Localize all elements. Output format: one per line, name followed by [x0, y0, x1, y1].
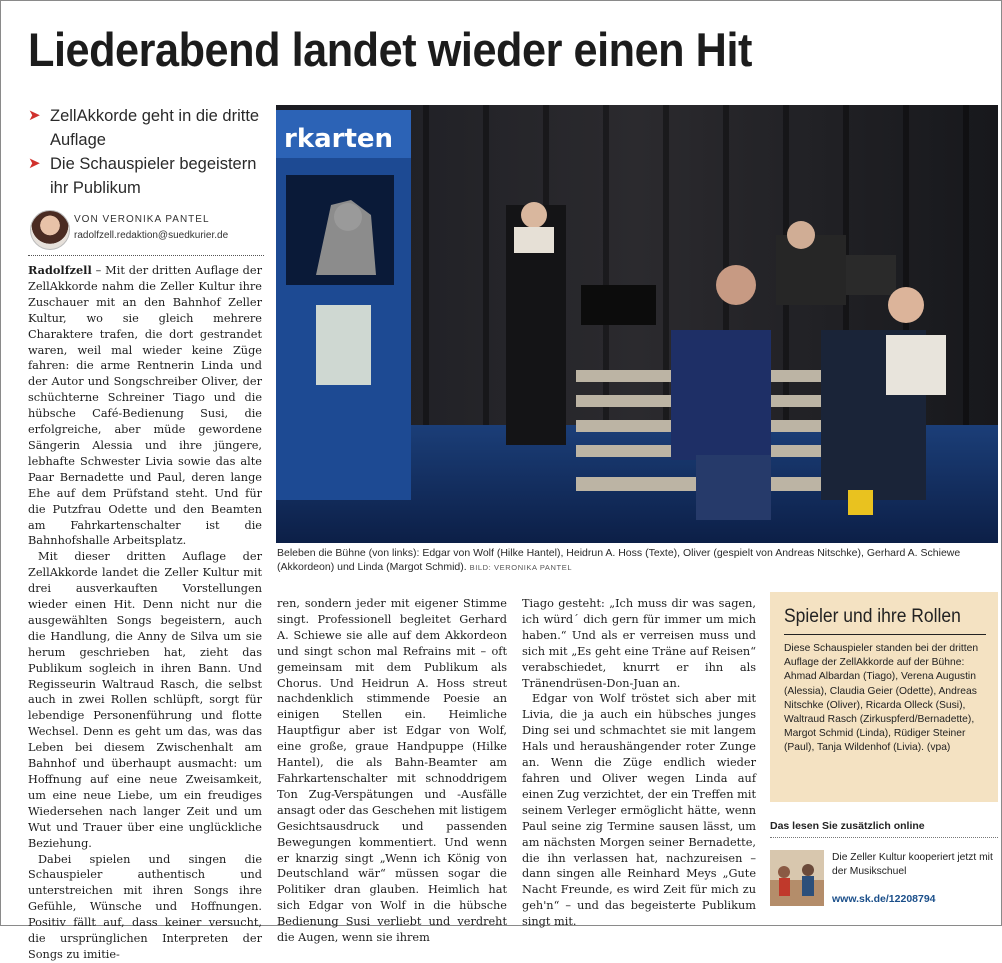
- online-thumbnail[interactable]: [770, 850, 824, 906]
- article-paragraph: Mit dieser dritten Auflage der ZellAkkorde landet die Zeller Kultur mit drei ausverkauften Vorstellungen wieder einen Hit. Denn nicht nur die ausgewählten Songs begeistern, auch die Handlung, die Anny de Silva um sie herum geschrieben hat, zieht das Publikum sogleich in ihren Bann. Und Regisseurin Waltraud Rasch, die selbst auch in zwei Rollen schlüpft, sorgt für lebendige Personenführung und flotte Wechsel. Denn es geht um das, was das Leben bei diesem Zwischenhalt am Bahnhof und überhaupt ausmacht: um Hoffnung auf eine neue Zweisamkeit, um eine neue Liebe, um ein freudiges Wiedersehen nach langer Zeit und um Wut und Trauer über eine unglückliche Beziehung.: [28, 550, 262, 850]
- bullet-text: Die Schauspieler begeistern ihr Publikum: [50, 155, 257, 197]
- article-paragraph: Dabei spielen und singen die Schauspieler authentisch und unterstreichen mit ihren Songs ihre Gefühle, Wünsche und Hoffnungen. Positiv fällt auf, dass keiner versucht, die ursprünglichen Interpreten der Songs zu imitie-: [28, 852, 262, 961]
- photo-sign-text: rkarten: [284, 124, 394, 154]
- headline: Liederabend landet wieder einen Hit: [28, 23, 752, 76]
- caption-text: Beleben die Bühne (von links): Edgar von Wolf (Hilke Hantel), Heidrun A. Hoss (Texte), Oliver (gespielt von Andreas Nitschke), Gerhard A. Schiewe (Akkordeon) und Linda (Margot Schmid).: [277, 547, 961, 573]
- author-avatar: [30, 210, 70, 250]
- bullet-text: ZellAkkorde geht in die dritte Auflage: [50, 107, 260, 149]
- infobox-divider: [784, 634, 986, 635]
- stage-photo: [276, 105, 998, 543]
- article-paragraph: Edgar von Wolf tröstet sich aber mit Livia, die ja auch ein hübsches junges Ding sei und schmachtet sie mit langem Hals und heraushängender roter Zunge an. Wenn die Züge endlich wieder fahren und Oliver wegen Linda auf einen Zug verzichtet, der ein Treffen mit seinem Verleger ermöglicht hätte, wenn Paul seine zig Termine sausen lässt, um am nächsten Morgen seiner Bernadette, die ihn verlassen hat, nachzureisen – dann singen alle Reinhard Meys „Gute Nacht Freunde, es wird Zeit für mich zu geh'n“ – und das begeisterte Publikum singt mit.: [522, 692, 756, 929]
- photo-caption: [277, 546, 997, 575]
- bullet-item: [28, 104, 268, 152]
- arrow-icon: ➤: [28, 107, 41, 124]
- dateline: Radolfzell: [28, 263, 92, 277]
- arrow-icon: ➤: [28, 155, 41, 172]
- online-divider: [770, 837, 998, 838]
- article-column-2: [277, 596, 507, 946]
- article-paragraph: Tiago gesteht: „Ich muss dir was sagen, ich würd´ dich gern für immer um mich haben.“ Und als er verreisen muss und sich mit „Es geht eine Träne auf Reisen“ verabschiedet, knurrt er ihn als Tränendrüsen-Don-Juan an.: [522, 597, 756, 690]
- thumbnail-image: [770, 850, 824, 906]
- article-column-3: [522, 596, 756, 930]
- article-column-1: [28, 263, 262, 963]
- article-paragraph: ren, sondern jeder mit eigener Stimme singt. Professionell begleitet Gerhard A. Schiewe sie alle auf dem Akkordeon und singt schon mal Refrains mit – oft gemeinsam mit dem Publikum als Chorus. Und Heidrun A. Hoss streut nachdenklich stimmende Poesie an einigen Stellen ein. Heimliche Hauptfigur aber ist Edgar von Wolf, eine große, graue Handpuppe (Hilke Hantel), die als Bahn-Beamter am Fahrkartenschalter mit schnoddrigem Ton Zug-Verspätungen und -Ausfälle ansagt oder das Geschehen mit listigem Gesichtsausdruck und passenden Bewegungen kommentiert. Und wenn er knarzig singt „Wenn ich König von Deutschland wär“ müssen sogar die Politiker dran glauben. Heimlich hat sich Edgar von Wolf in die hübsche Bedienung Susi verliebt und verdreht die Augen, wenn sie ihrem: [277, 597, 507, 945]
- article-paragraph: [28, 263, 262, 549]
- cast-infobox: [770, 592, 998, 802]
- online-link[interactable]: www.sk.de/12208794: [832, 893, 936, 905]
- author-name: VON VERONIKA PANTEL: [74, 214, 210, 225]
- author-email[interactable]: radolfzell.redaktion@suedkurier.de: [74, 230, 229, 241]
- online-teaser: Die Zeller Kultur kooperiert jetzt mit der Musikschuel: [832, 852, 993, 877]
- infobox-title: Spieler und ihre Rollen: [784, 606, 961, 627]
- paragraph-text: – Mit der dritten Auflage der ZellAkkorde nahm die Zeller Kultur ihre Zuschauer mit an den Bahnhof Zeller Kultur, wo sie gleich mehrere Charaktere trafen, die dort gestrandet waren, weil mal wieder keine Züge fahren: die arme Rentnerin Linda und der Autor und Songschreiber Oliver, der schüchterne Schreiner Tiago und die hübsche Café-Bedienung Susi, die erfolgreiche, aber müde gewordene Sängerin Alessia und ihre jüngere, lebhafte Schwester Livia sowie das alte Paar Bernadette und Paul, deren lange Ehe auf dem Prüfstand steht. Und für die Putzfrau Odette und den Beamten am Fahrkartenschalter ist die Bahnhofshalle Arbeitsplatz.: [28, 264, 262, 548]
- infobox-text: Diese Schauspieler standen bei der dritten Auflage der ZellAkkorde auf der Bühne: Ahmad Albardan (Tiago), Verena Augustin (Alessia), Claudia Geier (Odette), Andreas Nitschke (Oliver), Ricarda Olleck (Susi), Waltraud Rasch (Zirkuspferd/Bernadette), Margot Schmid (Linda), Rüdiger Steiner (Paul), Tanja Wildenhof (Livia). (vpa): [784, 643, 979, 754]
- online-heading: Das lesen Sie zusätzlich online: [770, 820, 925, 832]
- stage-photo-image: [276, 105, 998, 543]
- photo-credit: BILD: VERONIKA PANTEL: [469, 563, 573, 572]
- byline: [28, 206, 264, 256]
- subheadline-bullets: [28, 104, 268, 200]
- bullet-item: [28, 152, 268, 200]
